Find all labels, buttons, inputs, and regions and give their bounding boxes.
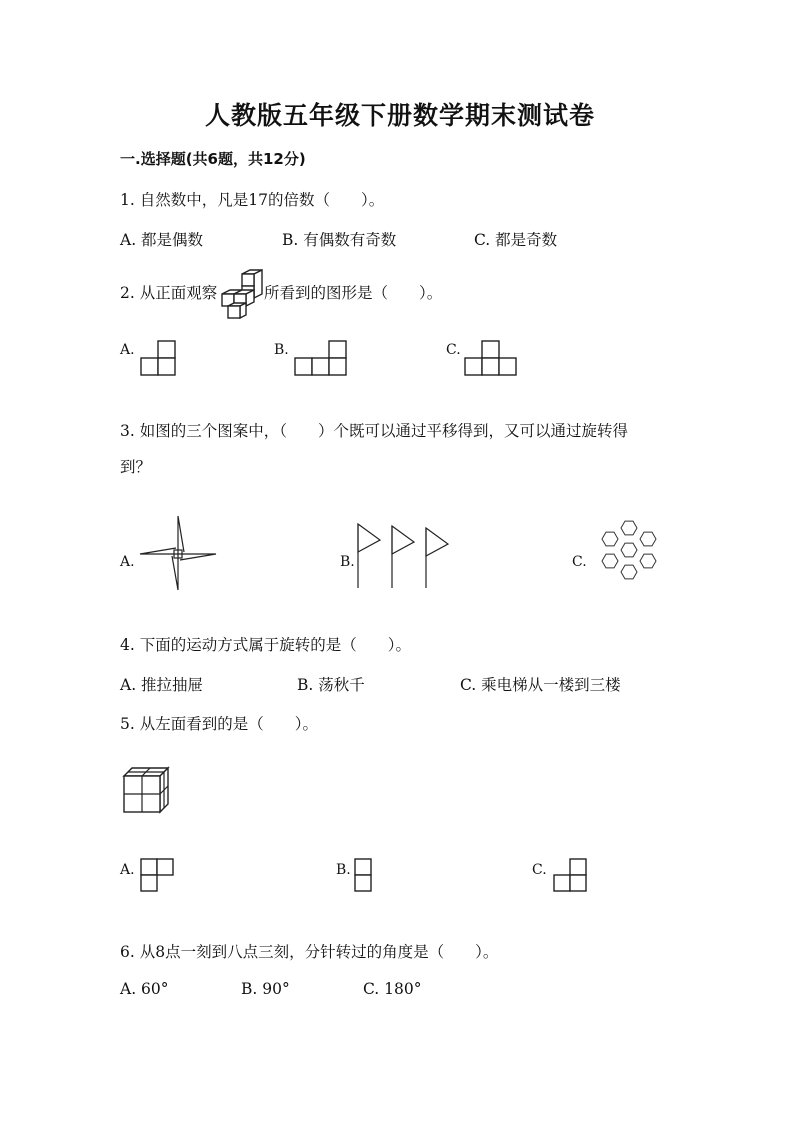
- question-2-stem-before: 2. 从正面观察: [120, 284, 218, 302]
- question-6-option-b[interactable]: B. 90°: [241, 980, 290, 998]
- question-6-stem: 6. 从8点一刻到八点三刻，分针转过的角度是（ ）。: [120, 943, 499, 961]
- question-5-option-b[interactable]: B.: [336, 862, 351, 878]
- question-5-option-c-figure: [552, 858, 590, 894]
- question-2-option-b[interactable]: B.: [274, 342, 289, 358]
- question-2-option-a-figure: [140, 340, 178, 378]
- pinwheel-figure: [138, 514, 218, 594]
- question-2-stem-after: 所看到的图形是（ ）。: [264, 284, 443, 302]
- question-2-cube-figure: [220, 270, 266, 318]
- question-5-cube-figure: [122, 766, 172, 816]
- question-3-stem-line1: 3. 如图的三个图案中，（ ）个既可以通过平移得到，又可以通过旋转得: [120, 422, 628, 440]
- question-5-option-a[interactable]: A.: [120, 862, 135, 878]
- question-5-stem: 5. 从左面看到的是（ ）。: [120, 715, 318, 733]
- question-3-option-b[interactable]: B.: [340, 554, 355, 570]
- question-6-option-c[interactable]: C. 180°: [363, 980, 422, 998]
- question-1-stem: 1. 自然数中，凡是17的倍数（ ）。: [120, 191, 385, 209]
- flags-figure: [356, 522, 452, 590]
- question-2-option-c[interactable]: C.: [446, 342, 461, 358]
- question-4-option-a[interactable]: A. 推拉抽屉: [120, 676, 204, 694]
- hexagon-flower-figure: [590, 512, 668, 592]
- question-2-option-c-figure: [464, 340, 520, 378]
- question-3-option-a[interactable]: A.: [120, 554, 135, 570]
- question-3-stem-line2: 到？: [120, 458, 152, 476]
- question-5-option-c[interactable]: C.: [532, 862, 547, 878]
- question-4-option-c[interactable]: C. 乘电梯从一楼到三楼: [460, 676, 621, 694]
- question-2-option-a[interactable]: A.: [120, 342, 135, 358]
- section-heading: 一.选择题(共6题，共12分): [120, 150, 306, 168]
- question-1-option-b[interactable]: B. 有偶数有奇数: [282, 231, 397, 249]
- question-5-option-a-figure: [140, 858, 176, 894]
- question-6-option-a[interactable]: A. 60°: [120, 980, 169, 998]
- question-1-option-c[interactable]: C. 都是奇数: [474, 231, 558, 249]
- question-5-option-b-figure: [354, 858, 374, 894]
- question-4-option-b[interactable]: B. 荡秋千: [297, 676, 365, 694]
- question-1-option-a[interactable]: A. 都是偶数: [120, 231, 204, 249]
- page-title: 人教版五年级下册数学期末测试卷: [204, 101, 595, 130]
- question-2-option-b-figure: [294, 340, 350, 378]
- question-4-stem: 4. 下面的运动方式属于旋转的是（ ）。: [120, 636, 411, 654]
- question-3-option-c[interactable]: C.: [572, 554, 587, 570]
